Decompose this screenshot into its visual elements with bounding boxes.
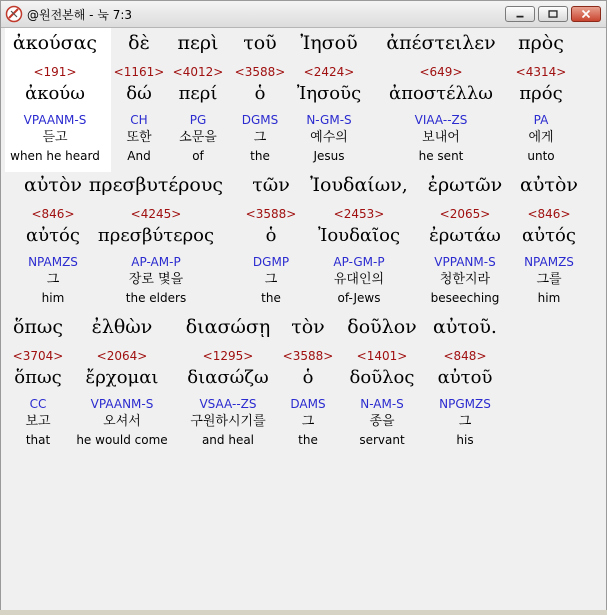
parsing-code: N-GM-S: [306, 113, 352, 127]
maximize-button[interactable]: [538, 6, 568, 22]
strong-number[interactable]: <4314>: [515, 65, 567, 79]
greek-word[interactable]: ὅπως: [12, 316, 64, 338]
parsing-code: VPAANM-S: [23, 113, 87, 127]
korean-gloss: 유대인의: [333, 272, 385, 287]
english-gloss: beseeching: [430, 291, 500, 305]
korean-gloss: 보내어: [422, 130, 460, 145]
greek-word[interactable]: πρὸς: [518, 32, 564, 54]
strong-number[interactable]: <1295>: [202, 349, 254, 363]
lemma-word: δοῦλος: [349, 367, 415, 388]
strong-number[interactable]: <3588>: [282, 349, 334, 363]
app-logo-icon: [5, 5, 23, 23]
english-gloss: the: [261, 291, 281, 305]
korean-gloss: 예수의: [310, 130, 348, 145]
english-gloss: he sent: [418, 149, 464, 163]
greek-word[interactable]: αὐτοῦ.: [433, 316, 497, 338]
korean-gloss: 오셔서: [103, 414, 141, 429]
korean-gloss: 듣고: [42, 130, 68, 145]
greek-word[interactable]: τὸν: [291, 316, 325, 338]
parsing-code: VPPANM-S: [434, 255, 496, 269]
greek-word[interactable]: αὐτὸν: [24, 174, 82, 196]
english-gloss: the: [298, 433, 318, 447]
lemma-word: διασώζω: [187, 367, 269, 388]
lemma-word: ὁ: [302, 367, 314, 388]
strong-number[interactable]: <3588>: [245, 207, 297, 221]
greek-word[interactable]: δοῦλον: [347, 316, 417, 338]
english-gloss: his: [456, 433, 474, 447]
parsing-code: CC: [29, 397, 47, 411]
english-gloss: and heal: [201, 433, 255, 447]
korean-gloss: 보고: [25, 414, 51, 429]
strong-number[interactable]: <2065>: [439, 207, 491, 221]
greek-word[interactable]: πρεσβυτέρους: [88, 174, 224, 196]
lemma-word: ἔρχομαι: [85, 367, 159, 388]
parsing-code: DGMS: [241, 113, 279, 127]
lemma-word: ὁ: [265, 225, 277, 246]
lemma-word: Ἰουδαῖος: [317, 225, 401, 246]
lemma-word: ὅπως: [14, 367, 62, 388]
korean-gloss: 청한지라: [439, 272, 491, 287]
close-button[interactable]: [571, 6, 601, 22]
minimize-button[interactable]: [505, 6, 535, 22]
parsing-code: DAMS: [290, 397, 326, 411]
english-gloss: he would come: [76, 433, 168, 447]
english-gloss: of-Jews: [337, 291, 381, 305]
parsing-code: VSAA--ZS: [199, 397, 257, 411]
strong-number[interactable]: <2064>: [96, 349, 148, 363]
parsing-code: PA: [533, 113, 549, 127]
lemma-word: δώ: [126, 83, 152, 104]
parsing-code: VIAA--ZS: [414, 113, 468, 127]
interlinear-panel: [2, 28, 605, 612]
korean-gloss: 그를: [536, 272, 562, 287]
greek-word[interactable]: ἀκούσας: [12, 32, 98, 54]
greek-word[interactable]: περὶ: [177, 32, 219, 54]
greek-word[interactable]: δὲ: [128, 32, 150, 54]
parsing-code: AP-GM-P: [333, 255, 385, 269]
strong-number[interactable]: <2424>: [303, 65, 355, 79]
strong-number[interactable]: <649>: [419, 65, 463, 79]
lemma-word: αὐτοῦ: [437, 367, 493, 388]
parsing-code: PG: [189, 113, 207, 127]
parsing-code: CH: [130, 113, 148, 127]
greek-word[interactable]: ἐλθὼν: [91, 316, 153, 338]
lemma-word: ἀποστέλλω: [389, 83, 493, 104]
english-gloss: And: [127, 149, 151, 163]
parsing-code: N-AM-S: [360, 397, 404, 411]
lemma-word: Ἰησοῦς: [296, 83, 362, 104]
parsing-code: NPAMZS: [28, 255, 78, 269]
strong-number[interactable]: <191>: [33, 65, 77, 79]
lemma-word: περί: [178, 83, 218, 104]
parsing-code: NPGMZS: [439, 397, 491, 411]
lemma-word: ἐρωτάω: [429, 225, 501, 246]
lemma-word: ἀκούω: [25, 83, 85, 104]
parsing-code: VPAANM-S: [90, 397, 154, 411]
korean-gloss: 그: [458, 414, 472, 429]
parsing-code: AP-AM-P: [131, 255, 181, 269]
lemma-word: αὐτός: [26, 225, 80, 246]
strong-number[interactable]: <3704>: [12, 349, 64, 363]
strong-number[interactable]: <848>: [443, 349, 487, 363]
lemma-word: ὁ: [254, 83, 266, 104]
greek-word[interactable]: τῶν: [252, 174, 290, 196]
english-gloss: servant: [359, 433, 405, 447]
parsing-code: DGMP: [252, 255, 290, 269]
english-gloss: the: [250, 149, 270, 163]
window-bottom-edge: [0, 610, 607, 615]
korean-gloss: 종을: [369, 414, 395, 429]
english-gloss: the elders: [125, 291, 187, 305]
korean-gloss: 그: [264, 272, 278, 287]
lemma-word: πρεσβύτερος: [97, 225, 215, 246]
korean-gloss: 구원하시기를: [190, 414, 266, 429]
strong-number[interactable]: <2453>: [333, 207, 385, 221]
strong-number[interactable]: <3588>: [234, 65, 286, 79]
english-gloss: unto: [527, 149, 555, 163]
greek-word[interactable]: Ἰουδαίων,: [310, 174, 408, 196]
strong-number[interactable]: <4012>: [172, 65, 224, 79]
greek-word[interactable]: διασώσῃ: [185, 316, 271, 338]
korean-gloss: 그: [253, 130, 267, 145]
greek-word[interactable]: ἐρωτῶν: [427, 174, 503, 196]
greek-word[interactable]: τοῦ: [243, 32, 277, 54]
window-title: @원전본해 - 눅 7:3: [27, 8, 133, 22]
korean-gloss: 그: [301, 414, 315, 429]
greek-word[interactable]: ἀπέστειλεν: [386, 32, 496, 54]
english-gloss: Jesus: [313, 149, 345, 163]
title-bar[interactable]: [1, 1, 606, 28]
strong-number[interactable]: <4245>: [130, 207, 182, 221]
english-gloss: him: [41, 291, 65, 305]
lemma-word: αὐτός: [522, 225, 576, 246]
korean-gloss: 그: [46, 272, 60, 287]
lemma-word: πρός: [519, 83, 563, 104]
english-gloss: him: [537, 291, 561, 305]
korean-gloss: 소문을: [179, 130, 217, 145]
english-gloss: that: [25, 433, 51, 447]
strong-number[interactable]: <846>: [527, 207, 571, 221]
english-gloss: of: [192, 149, 204, 163]
greek-word[interactable]: Ἰησοῦ: [300, 32, 358, 54]
korean-gloss: 장로 몇을: [128, 272, 184, 287]
english-gloss: when he heard: [10, 149, 100, 163]
strong-number[interactable]: <1401>: [356, 349, 408, 363]
greek-word[interactable]: αὐτὸν: [520, 174, 578, 196]
korean-gloss: 또한: [126, 130, 152, 145]
strong-number[interactable]: <1161>: [113, 65, 165, 79]
korean-gloss: 에게: [528, 130, 554, 145]
parsing-code: NPAMZS: [524, 255, 574, 269]
strong-number[interactable]: <846>: [31, 207, 75, 221]
